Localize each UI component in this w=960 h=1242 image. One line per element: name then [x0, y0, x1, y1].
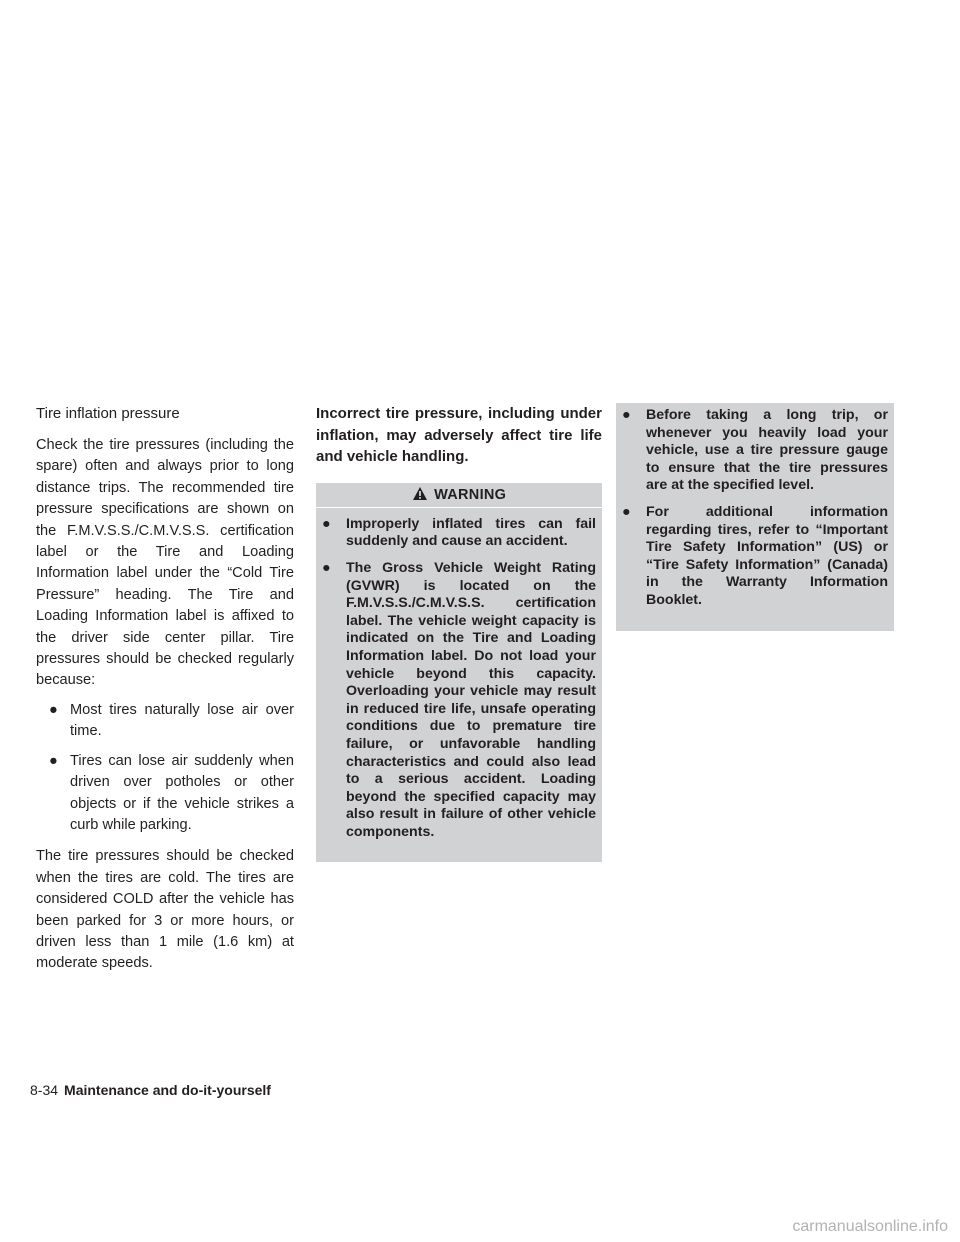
warning-item — [322, 560, 596, 842]
column-left — [36, 403, 294, 983]
warning-item — [322, 516, 596, 551]
reason-list — [36, 700, 294, 836]
warning-box-continued — [616, 403, 894, 631]
list-item — [36, 751, 294, 837]
warning-item-text: Before taking a long trip, or whenever you heavily load your vehicle, use a tire pressure gauge to ensure that the tire pressures are at the specified level. — [646, 407, 888, 494]
warning-item — [622, 504, 888, 610]
page-number: 8-34 — [30, 1082, 59, 1098]
watermark: carmanualsonline.info — [792, 1218, 948, 1235]
intro-paragraph: Check the tire pressures (including the spare) often and always prior to long distance trips. The recommended tire pressure specifications are shown on the F.M.V.S.S./C.M.V.S.S. certification label or the Tire and Loading Information label under the “Cold Tire Pressure” heading. The Tire and Loading Information label is affixed to the driver side center pillar. Tire pressures should be checked regularly because: — [36, 437, 294, 689]
warning-list-continued — [616, 407, 894, 610]
bullet-icon: ● — [322, 559, 331, 576]
warning-item — [622, 407, 888, 495]
warning-box — [316, 483, 602, 863]
bullet-icon: ● — [49, 701, 58, 718]
caution-paragraph: Incorrect tire pressure, including under inflation, may adversely affect tire life and vehicle handling. — [316, 405, 602, 466]
list-item-text: Tires can lose air suddenly when driven over potholes or other objects or if the vehicle strikes a curb while parking. — [70, 752, 294, 833]
column-right — [616, 403, 894, 631]
warning-item-text: Improperly inflated tires can fail suddenly and cause an accident. — [346, 515, 596, 550]
closing-paragraph: The tire pressures should be checked when the tires are cold. The tires are considered COLD after the vehicle has been parked for 3 or more hours, or driven less than 1 mile (1.6 km) at moderate speeds. — [36, 848, 294, 972]
warning-header — [316, 483, 602, 508]
bullet-icon: ● — [322, 515, 331, 532]
bullet-icon: ● — [622, 407, 631, 423]
section-heading: Tire inflation pressure — [36, 405, 180, 422]
warning-item-text: The Gross Vehicle Weight Rating (GVWR) is located on the F.M.V.S.S./C.M.V.S.S. certification label. The vehicle weight capacity is indicated on the Tire and Loading Information label. Do not load your vehicle beyond this capacity. Overloading your vehicle may result in reduced tire life, unsafe operating conditions due to premature tire failure, or unfavorable handling characteristics and could also lead to a serious accident. Loading beyond the specified capacity may also result in failure of other vehicle components. — [346, 559, 596, 840]
bullet-icon: ● — [49, 752, 58, 769]
warning-item-text: For additional information regarding tires, refer to “Important Tire Safety Information” (US) or “Tire Safety Information” (Canada) in the Warranty Information Booklet. — [646, 503, 888, 608]
list-item-text: Most tires naturally lose air over time. — [70, 701, 294, 740]
section-title: Maintenance and do-it-yourself — [64, 1082, 271, 1098]
warning-triangle-icon — [412, 485, 428, 509]
list-item — [36, 700, 294, 743]
warning-title: WARNING — [434, 486, 507, 503]
page-footer — [30, 1080, 271, 1100]
warning-list — [316, 516, 602, 842]
bullet-icon: ● — [622, 503, 631, 520]
column-middle — [316, 403, 602, 862]
